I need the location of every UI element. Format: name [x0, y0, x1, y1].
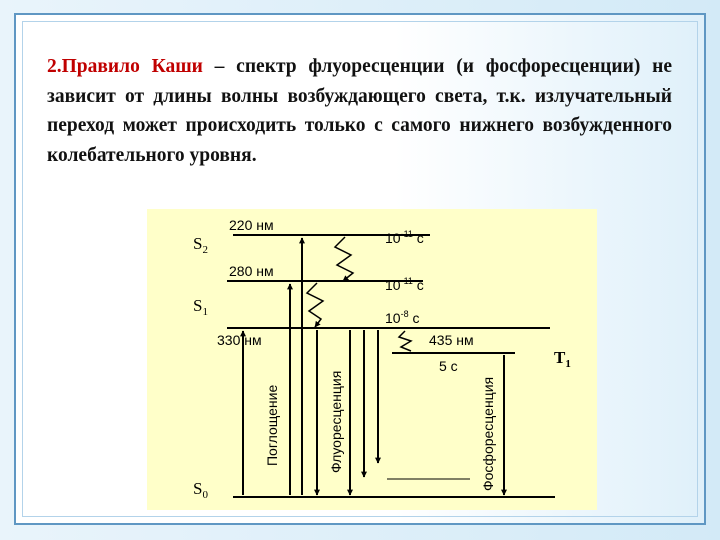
- t1-label: $T_1$: [554, 348, 571, 370]
- wavelength-330-label: 330 нм: [217, 332, 262, 348]
- wavelength-280-label: 280 нм: [229, 263, 274, 279]
- energy-level-diagram: [147, 209, 597, 510]
- wavelength-435-label: 435 нм: [429, 332, 474, 348]
- nonradiative-relaxation-s2-s1: [335, 237, 353, 281]
- lifetime-s2-label: $10^{-11}$ с: [385, 229, 424, 246]
- rule-title: 2.Правило Каши: [47, 56, 203, 77]
- lifetime-s1-label: $10^{-11}$ с: [385, 276, 424, 293]
- lifetime-isc-label: $10^{-8}$ с: [385, 309, 420, 326]
- jablonski-diagram: [147, 209, 597, 510]
- intersystem-crossing-zigzag: [399, 331, 411, 351]
- s0-label: $S_0$: [193, 479, 208, 501]
- rule-text: – спектр флуоресценции (и фосфоресценции) не зависит от длины волны возбуждающего света, т.к. излучательный переход может происходить только с самого нижнего возбужденного колебательного уровня.: [47, 56, 672, 166]
- lifetime-t1-label: 5 с: [439, 358, 458, 374]
- nonradiative-relaxation-s1: [307, 283, 323, 327]
- wavelength-220-label: 220 нм: [229, 217, 274, 233]
- s1-label: $S_1$: [193, 296, 208, 318]
- kasha-rule-paragraph: [47, 52, 672, 170]
- absorption-label: Поглощение: [264, 384, 280, 466]
- s2-label: $S_2$: [193, 234, 208, 256]
- phosphorescence-label: Фосфоресценция: [480, 376, 496, 491]
- fluorescence-label: Флуоресценция: [328, 370, 344, 473]
